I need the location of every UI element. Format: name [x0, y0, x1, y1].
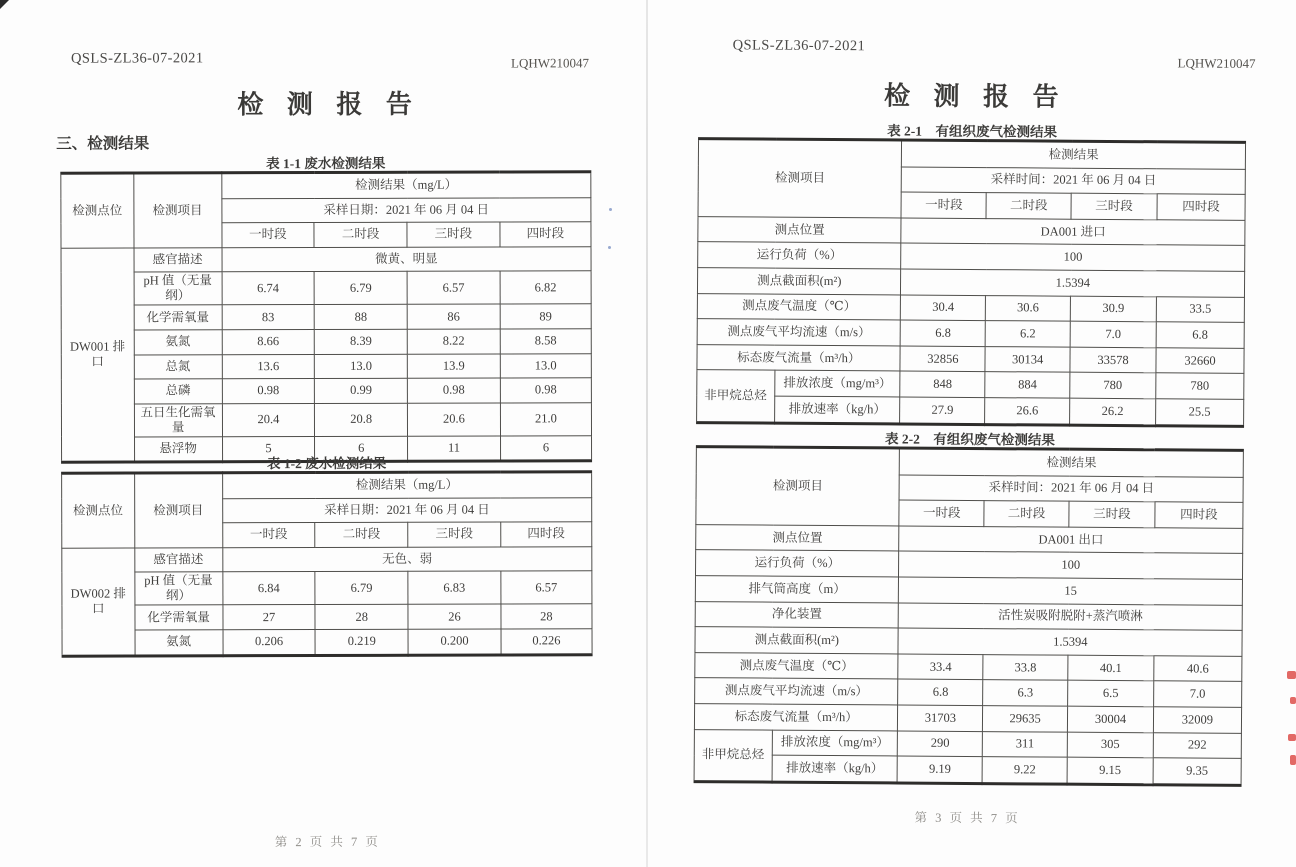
- table-row: [697, 319, 1244, 348]
- table-cell: 二时段: [314, 222, 407, 247]
- red-seal-edge-mark: [1288, 734, 1296, 741]
- table-cell: 检测项目: [698, 139, 902, 218]
- table-2-1-caption: 表 2-1 有组织废气检测结果: [887, 123, 1058, 140]
- table-cell: 6.84: [222, 572, 315, 605]
- table-cell: 30.6: [986, 295, 1071, 321]
- table-cell: 四时段: [1157, 194, 1245, 220]
- table-row: [62, 571, 592, 605]
- table-cell: 检测点位: [62, 473, 135, 548]
- table-cell: 四时段: [500, 222, 591, 247]
- table-cell: 总氮: [134, 354, 222, 379]
- table-cell: 290: [898, 731, 983, 757]
- table-cell: 13.6: [222, 354, 315, 379]
- table-cell: 检测项目: [696, 447, 900, 526]
- table-cell: 9.19: [898, 756, 983, 783]
- table-cell: 标态废气流量（m³/h）: [694, 704, 898, 731]
- table-1-1-caption: 表 1-1 废水检测结果: [266, 155, 386, 172]
- table-row: [61, 353, 591, 379]
- table-row: [698, 216, 1245, 245]
- table-cell: 6.57: [407, 271, 500, 304]
- table-row: [697, 370, 1244, 399]
- scan-speck: [609, 208, 612, 211]
- table-cell: 9.22: [982, 757, 1067, 784]
- table-row: [698, 242, 1245, 271]
- table-cell: DW002 排口: [62, 548, 135, 656]
- table-cell: 运行负荷（%）: [696, 550, 900, 577]
- table-row: [61, 172, 591, 199]
- table-row: [61, 271, 591, 305]
- table-cell: pH 值（无量纲）: [134, 272, 222, 305]
- table-cell: 一时段: [899, 500, 984, 526]
- table-cell: 6.57: [501, 571, 592, 604]
- table-cell: 27.9: [900, 397, 985, 424]
- table-cell: 100: [899, 551, 1243, 579]
- table-cell: 6.5: [1068, 681, 1154, 707]
- report-page-3: [645, 0, 1296, 867]
- table-cell: 8.66: [222, 329, 315, 354]
- table-cell: 二时段: [315, 522, 408, 547]
- table-cell: 86: [407, 304, 500, 329]
- scan-corner-artifact: [0, 0, 9, 9]
- table-cell: 测点截面积(m²): [695, 627, 899, 654]
- table-cell: 检测结果（mg/L）: [221, 172, 590, 199]
- table-cell: 292: [1153, 732, 1241, 758]
- table-cell: 采样时间：2021 年 06 月 04 日: [902, 167, 1246, 195]
- table-cell: 40.1: [1068, 655, 1154, 681]
- table-cell: 化学需氧量: [134, 305, 222, 330]
- table-cell: 测点废气平均流速（m/s）: [697, 319, 901, 346]
- table-cell: 305: [1067, 732, 1153, 758]
- table-row: [696, 550, 1243, 579]
- table-cell: 检测结果: [902, 140, 1246, 169]
- table-cell: 检测项目: [133, 173, 221, 248]
- table-cell: DA001 出口: [899, 526, 1243, 554]
- table-cell: 测点截面积(m²): [697, 268, 901, 295]
- wastewater-table-1-2: [61, 470, 592, 657]
- table-cell: 780: [1156, 373, 1244, 399]
- table-row: [61, 304, 591, 330]
- table-cell: 6.74: [222, 272, 315, 305]
- table-row: [694, 704, 1241, 733]
- table-cell: 28: [315, 605, 408, 630]
- table-row: [697, 268, 1244, 297]
- table-cell: 采样时间：2021 年 06 月 04 日: [900, 475, 1244, 503]
- table-cell: 活性炭吸附脱附+蒸汽喷淋: [899, 603, 1243, 631]
- table-cell: 测点位置: [698, 216, 902, 243]
- table-cell: 化学需氧量: [135, 605, 223, 630]
- table-cell: 13.0: [500, 353, 591, 378]
- table-cell: 测点废气平均流速（m/s）: [695, 678, 899, 705]
- table-cell: 20.6: [407, 403, 500, 436]
- table-cell: 100: [901, 243, 1245, 271]
- table-cell: 8.39: [315, 329, 408, 354]
- table-cell: 33.4: [898, 654, 983, 680]
- table-cell: 40.6: [1154, 656, 1242, 682]
- table-cell: 检测点位: [61, 173, 134, 248]
- table-2-2-caption: 表 2-2 有组织废气检测结果: [884, 431, 1055, 448]
- table-cell: 89: [500, 304, 591, 329]
- table-cell: 采样日期：2021 年 06 月 04 日: [221, 197, 590, 223]
- table-row: [697, 344, 1244, 373]
- page-number-footer: 第 2 页 共 7 页: [274, 834, 381, 850]
- table-cell: 30.9: [1070, 296, 1156, 322]
- page-number-footer: 第 3 页 共 7 页: [914, 810, 1021, 826]
- table-cell: 27: [223, 605, 316, 630]
- red-seal-edge-mark: [1287, 671, 1296, 679]
- table-cell: 无色、弱: [222, 547, 591, 573]
- table-cell: 6.82: [500, 271, 591, 304]
- table-cell: 26.6: [985, 398, 1070, 425]
- table-cell: 总磷: [134, 379, 222, 404]
- table-cell: 0.98: [407, 378, 500, 403]
- table-cell: 0.99: [315, 378, 408, 403]
- table-cell: 13.0: [315, 354, 408, 379]
- table-cell: 三时段: [1069, 501, 1155, 527]
- red-seal-edge-mark: [1290, 755, 1296, 765]
- table-cell: 测点位置: [696, 524, 900, 551]
- table-1-2-caption: 表 1-2 废水检测结果: [266, 455, 387, 472]
- table-cell: 26.2: [1070, 398, 1156, 425]
- table-cell: 31703: [898, 705, 983, 731]
- table-cell: 13.9: [407, 354, 500, 379]
- table-cell: 排放浓度（mg/m³）: [774, 370, 900, 396]
- table-row: [61, 329, 591, 355]
- table-cell: 6.2: [985, 321, 1070, 347]
- table-cell: 0.206: [223, 629, 316, 655]
- table-cell: 33578: [1070, 347, 1156, 373]
- document-code: QSLS-ZL36-07-2021: [70, 50, 204, 67]
- table-cell: 0.226: [501, 629, 592, 655]
- table-cell: 20.8: [315, 403, 408, 436]
- report-number: LQHW210047: [511, 55, 590, 71]
- table-cell: 5: [222, 436, 315, 462]
- red-seal-edge-mark: [1290, 697, 1296, 704]
- scan-speck: [608, 246, 611, 249]
- table-cell: 6.8: [898, 679, 983, 705]
- table-cell: 排放速率（kg/h）: [774, 396, 900, 423]
- table-cell: 33.8: [983, 654, 1068, 680]
- wastewater-table-1-1: [60, 170, 592, 464]
- page-title: 检 测 报 告: [237, 89, 414, 120]
- table-cell: 6.83: [408, 571, 501, 604]
- table-cell: 检测结果（mg/L）: [222, 472, 591, 499]
- page-fold-divider: [646, 0, 648, 867]
- document-code: QSLS-ZL36-07-2021: [732, 37, 866, 55]
- table-cell: 780: [1070, 373, 1156, 399]
- table-cell: 感官描述: [134, 548, 222, 573]
- table-row: [62, 472, 592, 499]
- table-cell: 7.0: [1154, 681, 1242, 707]
- table-cell: 三时段: [407, 222, 500, 247]
- table-cell: 二时段: [984, 501, 1069, 527]
- table-cell: 五日生化需氧量: [134, 404, 222, 437]
- table-cell: 检测项目: [134, 473, 222, 548]
- table-cell: 6: [500, 436, 591, 462]
- table-row: [695, 576, 1242, 605]
- stack-gas-table-2-2: [694, 445, 1244, 787]
- table-cell: 6.3: [983, 680, 1068, 706]
- table-cell: 20.4: [222, 403, 315, 436]
- table-cell: 标态废气流量（m³/h）: [697, 344, 901, 371]
- table-cell: 9.35: [1153, 758, 1241, 785]
- table-row: [62, 604, 592, 630]
- table-cell: DW001 排口: [61, 248, 134, 463]
- table-cell: 25.5: [1155, 399, 1243, 426]
- table-cell: 11: [408, 436, 501, 462]
- table-row: [61, 378, 591, 404]
- table-cell: 氨氮: [135, 630, 223, 656]
- stack-gas-table-2-1: [696, 137, 1246, 427]
- table-cell: 15: [899, 577, 1243, 605]
- table-cell: 氨氮: [134, 330, 222, 355]
- table-cell: 88: [314, 305, 407, 330]
- table-cell: 非甲烷总烃: [694, 729, 772, 782]
- table-cell: 采样日期：2021 年 06 月 04 日: [222, 497, 591, 523]
- table-row: [695, 627, 1242, 656]
- report-number: LQHW210047: [1177, 55, 1256, 71]
- table-row: [62, 629, 592, 656]
- table-row: [697, 396, 1244, 426]
- table-cell: 33.5: [1156, 296, 1244, 322]
- table-cell: 排放速率（kg/h）: [772, 755, 898, 782]
- table-cell: 32660: [1156, 348, 1244, 374]
- table-row: [698, 139, 1245, 169]
- table-cell: 三时段: [1071, 193, 1157, 219]
- table-cell: 21.0: [500, 403, 591, 436]
- table-cell: 二时段: [986, 193, 1071, 219]
- table-cell: 28: [501, 604, 592, 629]
- table-cell: 29635: [983, 706, 1068, 732]
- table-row: [61, 403, 591, 437]
- table-cell: 非甲烷总烃: [697, 370, 775, 423]
- table-cell: 1.5394: [901, 269, 1245, 297]
- table-cell: 三时段: [408, 522, 501, 547]
- table-cell: 悬浮物: [134, 437, 222, 463]
- table-cell: 一时段: [222, 223, 315, 248]
- table-cell: 感官描述: [134, 248, 222, 273]
- table-cell: 0.200: [408, 629, 501, 655]
- section-heading: 三、检测结果: [56, 135, 150, 153]
- page-title: 检 测 报 告: [883, 81, 1061, 112]
- table-cell: 一时段: [901, 192, 986, 218]
- table-cell: 一时段: [222, 523, 315, 548]
- table-cell: 8.58: [500, 329, 591, 354]
- table-row: [694, 755, 1241, 785]
- table-row: [61, 247, 591, 273]
- table-cell: 6: [315, 436, 408, 462]
- table-cell: 83: [222, 305, 315, 330]
- table-cell: 6.79: [314, 272, 407, 305]
- table-cell: 微黄、明显: [222, 247, 591, 273]
- table-cell: 0.98: [222, 379, 315, 404]
- table-cell: 32009: [1153, 707, 1241, 733]
- table-cell: 排放浓度（mg/m³）: [772, 730, 898, 756]
- table-cell: 6.8: [1156, 322, 1244, 348]
- table-row: [62, 547, 592, 573]
- table-cell: 848: [900, 371, 985, 397]
- table-cell: 0.98: [500, 378, 591, 403]
- table-cell: 四时段: [1155, 502, 1243, 528]
- table-cell: 四时段: [501, 522, 592, 547]
- table-row: [695, 678, 1242, 707]
- table-cell: pH 值（无量纲）: [134, 572, 222, 605]
- table-cell: 8.22: [407, 329, 500, 354]
- table-cell: 26: [408, 604, 501, 629]
- table-cell: 净化装置: [695, 601, 899, 628]
- table-cell: 6.8: [901, 320, 986, 346]
- table-row: [696, 524, 1243, 553]
- table-cell: 32856: [900, 346, 985, 372]
- table-cell: 311: [982, 731, 1067, 757]
- table-cell: 884: [985, 372, 1070, 398]
- table-cell: 排气筒高度（m）: [695, 576, 899, 603]
- table-cell: 30004: [1067, 706, 1153, 732]
- table-cell: 6.79: [315, 572, 408, 605]
- table-cell: 1.5394: [898, 628, 1242, 656]
- table-cell: 0.219: [315, 629, 408, 655]
- table-cell: 检测结果: [900, 448, 1244, 477]
- table-row: [695, 652, 1242, 681]
- table-row: [694, 729, 1241, 758]
- table-row: [695, 601, 1242, 630]
- table-row: [697, 293, 1244, 322]
- table-cell: DA001 进口: [901, 218, 1245, 246]
- table-cell: 测点废气温度（℃）: [697, 293, 901, 320]
- table-cell: 9.15: [1067, 757, 1153, 784]
- table-cell: 30134: [985, 346, 1070, 372]
- table-cell: 30.4: [901, 295, 986, 321]
- table-cell: 运行负荷（%）: [698, 242, 902, 269]
- table-cell: 7.0: [1070, 321, 1156, 347]
- table-cell: 测点废气温度（℃）: [695, 652, 899, 679]
- table-row: [696, 447, 1243, 477]
